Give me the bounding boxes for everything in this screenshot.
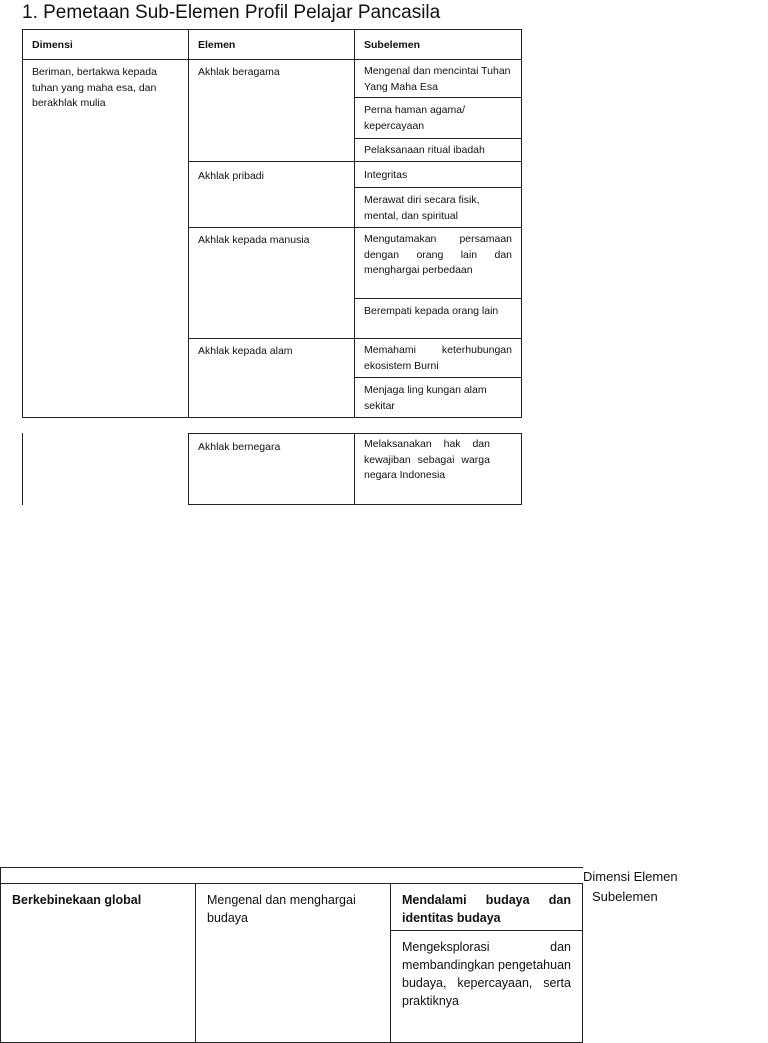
floating-header-subelemen: Subelemen [592,889,658,904]
element-akhlak-kepada-manusia: Akhlak kepada manusia [188,227,355,339]
element-akhlak-kepada-alam: Akhlak kepada alam [188,338,355,418]
table-2-left-border [22,433,23,505]
header-subelemen: Subelemen [354,29,522,60]
subelement-cell: Merawat diri secara fisik, mental, dan spiritual [354,187,522,228]
subelement-cell: Mendalami budaya dan identitas budaya [390,883,583,931]
element-akhlak-beragama: Akhlak beragama [188,59,355,162]
subelement-cell: Menjaga ling kungan alam sekitar [354,377,522,418]
subelement-cell: Berempati kepada orang lain [354,298,522,339]
subelement-cell: Mengutamakan persamaan dengan orang lain dan menghargai perbedaan [354,227,522,299]
subelement-cell: Memahami keterhubungan ekosistem Burni [354,338,522,378]
subelement-cell: Integritas [354,161,522,188]
element-akhlak-pribadi: Akhlak pribadi [188,161,355,228]
element-akhlak-bernegara: Akhlak bernegara [188,433,355,505]
header-elemen: Elemen [188,29,355,60]
subelement-cell: Perna haman agama/ kepercayaan [354,97,522,139]
table-3-top-rule [0,867,583,868]
floating-header-dimensi-elemen: Dimensi Elemen [583,869,678,884]
dimensi-cell: Beriman, bertakwa kepada tuhan yang maha esa, dan berakhlak mulia [22,59,189,418]
subelement-cell: Pelaksanaan ritual ibadah [354,138,522,162]
dimensi-cell: Berkebinekaan global [0,883,196,1043]
header-dimensi: Dimensi [22,29,189,60]
subelement-cell: Melaksanakan hak dan kewajiban sebagai warga negara Indonesia [354,433,522,505]
subelement-cell: Mengeksplorasi dan membandingkan pengetahuan budaya, kepercayaan, serta praktiknya [390,930,583,1043]
subelement-cell: Mengenal dan mencintai Tuhan Yang Maha Esa [354,59,522,98]
page-title: 1. Pemetaan Sub-Elemen Profil Pelajar Pancasila [22,2,441,23]
element-mengenal-budaya: Mengenal dan menghargai budaya [195,883,391,1043]
